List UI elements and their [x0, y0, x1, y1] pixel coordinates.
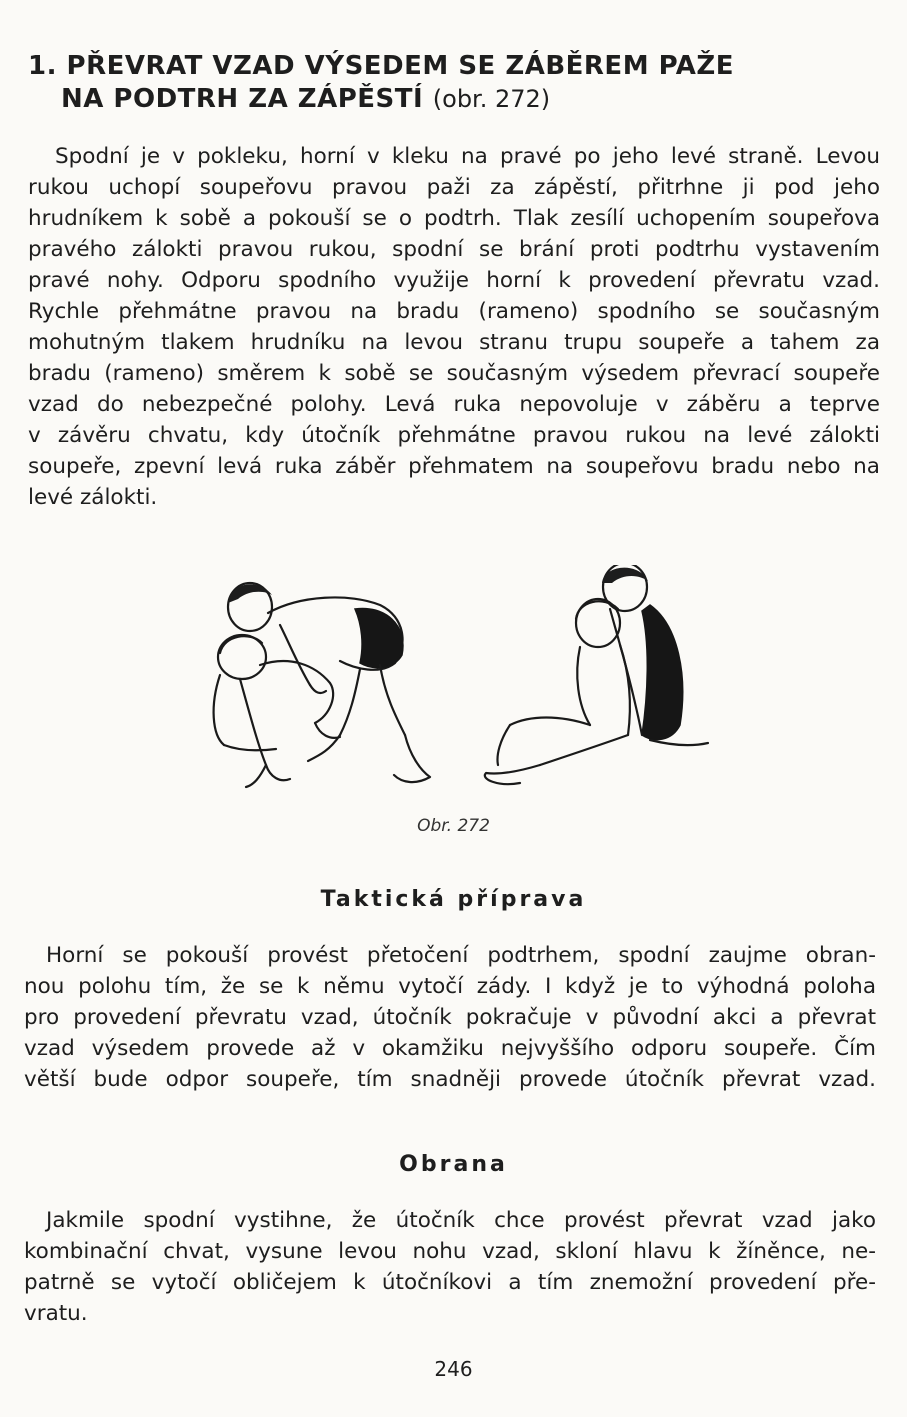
section-heading [28, 50, 828, 116]
figure-caption: Obr. 272 [417, 816, 490, 836]
tactic-line: Horní se pokouší provést přetočení podtrhem, spodní zaujme obran- [46, 943, 876, 968]
heading-line-1: 1. PŘEVRAT VZAD VÝSEDEM SE ZÁBĚREM PAŽE [28, 51, 735, 81]
main-line: pravé nohy. Odporu spodního využije horní k provedení převratu vzad. [28, 268, 880, 293]
main-line: soupeře, zpevní levá ruka záběr přehmatem na soupeřovu bradu nebo na [28, 454, 880, 479]
heading-line-2: NA PODTRH ZA ZÁPĚSTÍ (obr. 272) [61, 84, 551, 114]
main-line: bradu (rameno) směrem k sobě se současným výsedem převrací soupeře [28, 361, 880, 386]
defense-paragraph [24, 1205, 876, 1329]
main-line: levé zálokti. [28, 485, 158, 510]
main-line: Rychle přehmátne pravou na bradu (rameno) spodního se současným [28, 299, 880, 324]
main-line: hrudníkem k sobě a pokouší se o podtrh. Tlak zesílí uchopením soupeřova [28, 206, 880, 231]
defense-line: vratu. [24, 1301, 88, 1326]
defense-heading: Obrana [399, 1152, 508, 1177]
defense-line: Jakmile spodní vystihne, že útočník chce provést převrat vzad jako [46, 1208, 876, 1233]
main-line: vzad do nebezpečné polohy. Levá ruka nepovoluje v záběru a teprve [28, 392, 880, 417]
defense-line: kombinační chvat, vysune levou nohu vzad, skloní hlavu k žíněnce, ne- [24, 1239, 876, 1264]
wrestlers-illustration [180, 565, 740, 805]
main-line: v závěru chvatu, kdy útočník přehmátne pravou rukou na levé zálokti [28, 423, 880, 448]
main-line: pravého zálokti pravou rukou, spodní se brání proti podtrhu vystavením [28, 237, 880, 262]
tactic-paragraph [24, 940, 876, 1095]
tactic-line: nou polohu tím, že se k němu vytočí zády. I když je to výhodná poloha [24, 974, 876, 999]
right-wrestlers-figure [485, 565, 708, 784]
tactic-heading: Taktická příprava [320, 887, 587, 912]
left-wrestlers-figure [214, 583, 430, 787]
tactic-line: vzad výsedem provede až v okamžiku nejvyššího odporu soupeře. Čím [24, 1036, 876, 1061]
defense-line: patrně se vytočí obličejem k útočníkovi a tím znemožní provedení pře- [24, 1270, 876, 1295]
main-line: rukou uchopí soupeřovu pravou paži za zápěstí, přitrhne ji pod jeho [28, 175, 880, 200]
tactic-line: větší bude odpor soupeře, tím snadněji provede útočník převrat vzad. [24, 1067, 876, 1092]
figure-reference: (obr. 272) [432, 85, 551, 113]
main-line: mohutným tlakem hrudníku na levou stranu trupu soupeře a tahem za [28, 330, 880, 355]
main-paragraph [28, 141, 880, 513]
main-line: Spodní je v pokleku, horní v kleku na pravé po jeho levé straně. Levou [55, 144, 880, 169]
wrestlers-illustration-icon [180, 565, 740, 805]
page-number: 246 [434, 1357, 473, 1381]
tactic-line: pro provedení převratu vzad, útočník pokračuje v původní akci a převrat [24, 1005, 876, 1030]
